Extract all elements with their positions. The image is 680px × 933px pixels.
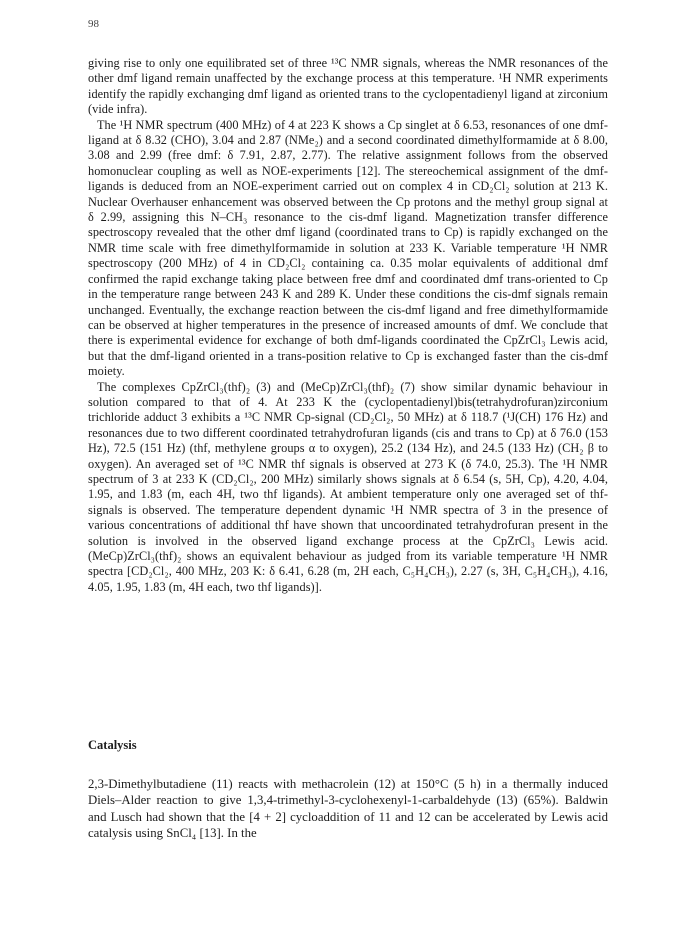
catalysis-paragraph-1: 2,3-Dimethylbutadiene (11) reacts with methacrolein (12) at 150°C (5 h) in a thermally induced Diels–Alder reaction to give 1,3,4-trimethyl-3-cyclohexenyl-1-carbaldehyde (13) (65%). Baldwin and Lusch had shown that the [4 + 2] cycloaddition of 11 and 12 can be accelerated by Lewis acid catalysis using SnCl₄ [13]. In the: [88, 777, 608, 841]
paragraph-3: The complexes CpZrCl₃(thf)₂ (3) and (MeCp)ZrCl₃(thf)₂ (7) show similar dynamic behaviour in solution compared to that of 4. At 233 K the (cyclopentadienyl)bis(tetrahydrofuran)zirconium trichloride adduct 3 exhibits a ¹³C NMR Cp-signal (CD₂Cl₂, 50 MHz) at δ 118.7 (¹J(CH) 176 Hz) and resonances due to two different coordinated tetrahydrofuran ligands (cis and trans to Cp) at δ 76.0 (153 Hz), 72.5 (151 Hz) (thf, methylene groups α to oxygen), 25.2 (134 Hz), and 24.5 (133 Hz) (CH₂ β to oxygen). An averaged set of ¹³C NMR thf signals is observed at 273 K (δ 74.0, 25.3). The ¹H NMR spectrum of 3 at 233 K (CD₂Cl₂, 200 MHz) similarly shows signals at δ 6.54 (s, 5H, Cp), 4.20, 4.04, 1.95, and 1.83 (m, each 4H, two thf ligands). At ambient temperature only one averaged set of thf-signals is observed. The temperature dependent dynamic ¹H NMR spectra of 3 in the presence of various concentrations of additional thf have shown that uncoordinated tetrahydrofuran present in the solution is involved in the observed ligand exchange process at the CpZrCl₃ Lewis acid. (MeCp)ZrCl₃(thf)₂ shows an equivalent behaviour as judged from its variable temperature ¹H NMR spectra [CD₂Cl₂, 400 MHz, 203 K: δ 6.41, 6.28 (m, 2H each, C₅H₄CH₃), 2.27 (s, 3H, C₅H₄CH₃), 4.16, 4.05, 1.95, 1.83 (m, 4H each, two thf ligands)].: [88, 379, 608, 594]
paragraph-2: The ¹H NMR spectrum (400 MHz) of 4 at 223 K shows a Cp singlet at δ 6.53, resonances of one dmf-ligand at δ 8.32 (CHO), 3.04 and 2.87 (NMe₂) and a second coordinated dimethylformamide at δ 8.00, 3.08 and 2.99 (free dmf: δ 7.91, 2.87, 2.77). The relative assignment follows from the observed homonuclear coupling as well as NOE-experiments [12]. The stereochemical assignment of the dmf-ligands is deduced from an NOE-experiment carried out on complex 4 in CD₂Cl₂ solution at 213 K. Nuclear Overhauser enhancement was observed between the Cp protons and the methyl group signal at δ 2.99, assigning this N–CH₃ resonance to the cis-dmf ligand. Magnetization transfer difference spectroscopy revealed that the other dmf ligand (coordinated trans to Cp) is rapidly exchanged on the NMR time scale with free dimethylformamide in solution at 233 K. Variable temperature ¹H NMR spectroscopy (200 MHz) of 4 in CD₂Cl₂ containing ca. 0.35 molar equivalents of additional dmf confirmed the rapid exchange taking place between free dmf and coordinated dmf trans-oriented to Cp in the temperature range between 243 K and 289 K. Under these conditions the cis-dmf signals remain unchanged. Eventually, the exchange reaction between the cis-dmf ligand and free dimethylformamide can be observed at higher temperatures in the presence of increased amounts of dmf. We conclude that there is experimental evidence for exchange of both dmf-ligands coordinated the CpZrCl₃ Lewis acid, but that the dmf-ligand oriented in a trans-position relative to Cp is exchanged faster than the cis-dmf moiety.: [88, 117, 608, 379]
paragraph-1: giving rise to only one equilibrated set of three ¹³C NMR signals, whereas the NMR resonances of the other dmf ligand remain unaffected by the exchange process at this temperature. ¹H NMR experiments identify the rapidly exchanging dmf ligand as oriented trans to the cyclopentadienyl ligand at zirconium (vide infra).: [88, 56, 608, 117]
page-number: 98: [88, 18, 99, 30]
main-body-text: [88, 56, 608, 595]
section-heading-catalysis: Catalysis: [88, 738, 137, 752]
catalysis-body-text: [88, 776, 608, 842]
